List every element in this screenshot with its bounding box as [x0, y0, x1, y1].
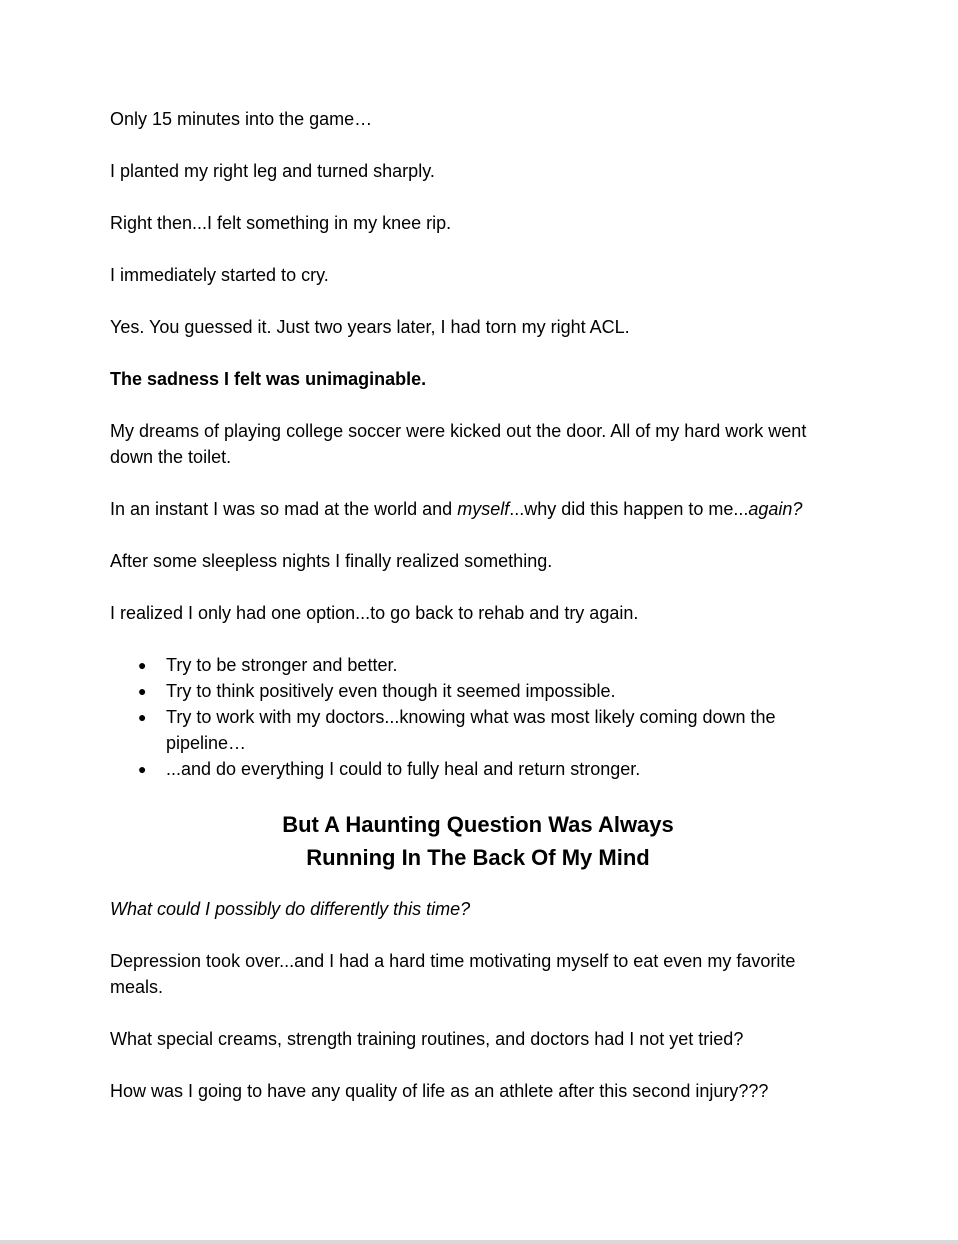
list-item-text: ...and do everything I could to fully heal and return stronger. — [166, 759, 641, 779]
bullet-icon: ● — [138, 709, 147, 725]
bold-statement: The sadness I felt was unimaginable. — [110, 369, 427, 389]
section-heading — [106, 808, 850, 874]
list-item-text: Try to think positively even though it seemed impossible. — [166, 681, 616, 701]
section-heading-line1: But A Haunting Question Was Always — [282, 812, 674, 837]
list-item-text: Try to work with my doctors...knowing what was most likely coming down the pipeline… — [166, 707, 776, 753]
bullet-icon: ● — [138, 683, 147, 699]
list-item — [138, 678, 850, 704]
paragraph-torn-acl: Yes. You guessed it. Just two years later, I had torn my right ACL. — [110, 317, 630, 337]
page-divider — [0, 1240, 958, 1244]
paragraph-one-option: I realized I only had one option...to go back to rehab and try again. — [110, 603, 639, 623]
italic-question: What could I possibly do differently this time? — [110, 899, 471, 919]
list-item-text: Try to be stronger and better. — [166, 655, 398, 675]
paragraph-sleepless-nights: After some sleepless nights I finally realized something. — [110, 551, 553, 571]
paragraph-cry: I immediately started to cry. — [110, 265, 329, 285]
bullet-icon: ● — [138, 761, 147, 777]
mad-text-italic-myself: myself — [457, 499, 510, 519]
mad-text-part1: In an instant I was so mad at the world and — [110, 499, 458, 519]
paragraph-dreams: My dreams of playing college soccer were kicked out the door. All of my hard work went down the toilet. — [110, 421, 807, 467]
list-item — [138, 756, 850, 782]
bullet-icon: ● — [138, 657, 147, 673]
bullet-list — [110, 652, 850, 782]
paragraph-game-time: Only 15 minutes into the game… — [110, 109, 373, 129]
mad-text-italic-again: again? — [748, 499, 803, 519]
section-heading-line2: Running In The Back Of My Mind — [306, 845, 650, 870]
mad-text-part2: ...why did this happen to me... — [509, 499, 749, 519]
paragraph-special-creams: What special creams, strength training routines, and doctors had I not yet tried? — [110, 1029, 744, 1049]
paragraph-mad-at-world — [110, 496, 850, 522]
list-item — [138, 704, 850, 756]
document-body — [110, 106, 850, 1130]
paragraph-knee-rip: Right then...I felt something in my knee rip. — [110, 213, 452, 233]
paragraph-depression: Depression took over...and I had a hard time motivating myself to eat even my favorite meals. — [110, 951, 796, 997]
list-item — [138, 652, 850, 678]
paragraph-quality-of-life: How was I going to have any quality of life as an athlete after this second injury??? — [110, 1081, 769, 1101]
paragraph-planted-leg: I planted my right leg and turned sharply. — [110, 161, 435, 181]
